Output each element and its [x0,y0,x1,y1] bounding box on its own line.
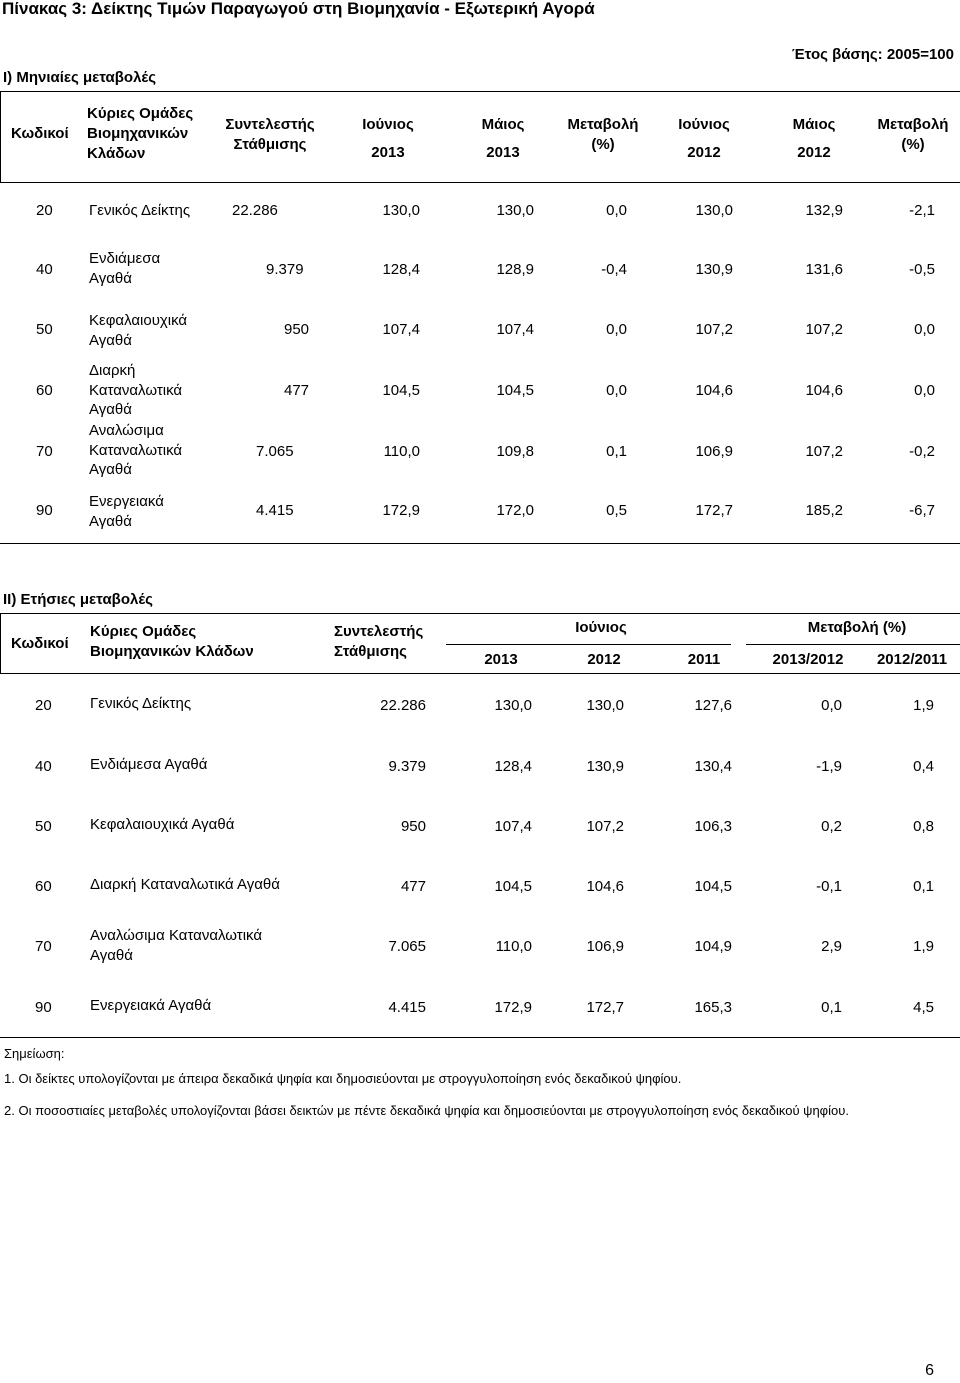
row-label: Κεφαλαιουχικά Αγαθά [90,816,235,833]
value-cell: 0,0 [914,321,935,338]
row-weight: 4.415 [256,502,294,519]
value-cell: 0,0 [606,202,627,219]
section1-title: I) Μηνιαίες μεταβολές [3,69,156,86]
value-cell: 104,9 [694,938,732,955]
row-code: 20 [36,202,53,219]
value-cell: 130,0 [695,202,733,219]
row-code: 40 [35,758,52,775]
row-weight: 4.415 [388,999,426,1016]
s2-hdr-june: Ιούνιος [575,619,627,636]
value-cell: 0,1 [606,443,627,460]
notes-heading: Σημείωση: [4,1046,65,1061]
value-cell: 0,2 [821,818,842,835]
value-cell: 0,0 [606,321,627,338]
s1-hdr-groups: Κύριες Ομάδες Βιομηχανικών Κλάδων [87,105,194,162]
row-code: 60 [35,878,52,895]
row-label: Αναλώσιμα Καταναλωτικά Αγαθά [90,927,263,964]
row-weight: 7.065 [256,443,294,460]
value-cell: 0,8 [913,818,934,835]
row-code: 90 [35,999,52,1016]
row-label: Ενεργειακά Αγαθά [89,493,164,530]
value-cell: 172,9 [494,999,532,1016]
value-cell: 107,4 [496,321,534,338]
section1-bottom-rule [0,543,960,544]
value-cell: 172,0 [496,502,534,519]
value-cell: 104,5 [496,382,534,399]
value-cell: 104,6 [695,382,733,399]
row-label: Ενεργειακά Αγαθά [90,997,212,1014]
row-code: 90 [36,502,53,519]
value-cell: 0,0 [821,697,842,714]
value-cell: 172,7 [695,502,733,519]
june-group-rule [446,644,731,645]
row-code: 20 [35,697,52,714]
section1-top-rule [0,91,960,92]
section2-header-rule [0,673,960,674]
value-cell: 104,5 [694,878,732,895]
value-cell: 2,9 [821,938,842,955]
value-cell: 110,0 [495,938,532,955]
s1-hdr-change1: Μεταβολή (%) [567,116,639,153]
page-title: Πίνακας 3: Δείκτης Τιμών Παραγωγού στη Βιομηχανία - Εξωτερική Αγορά [2,0,595,18]
row-label: Κεφαλαιουχικά Αγαθά [89,312,188,349]
value-cell: 128,9 [496,261,534,278]
value-cell: 0,1 [821,999,842,1016]
section2-title: II) Ετήσιες μεταβολές [3,591,153,608]
value-cell: 0,0 [914,382,935,399]
row-code: 50 [35,818,52,835]
s2-hdr-weights: Συντελεστής Στάθμισης [334,623,424,660]
value-cell: 104,6 [805,382,843,399]
s2-hdr-codes: Κωδικοί [11,635,69,652]
s2-hdr-change: Μεταβολή (%) [807,619,907,636]
value-cell: 104,5 [382,382,420,399]
row-code: 70 [35,938,52,955]
value-cell: 107,2 [805,321,843,338]
note-2: 2. Οι ποσοστιαίες μεταβολές υπολογίζονται βάσει δεικτών με πέντε δεκαδικά ψηφία και δημοσιεύονται με στρογγυλοποίηση ενός δεκαδικού ψηφίου. [4,1103,849,1118]
value-cell: 130,0 [496,202,534,219]
value-cell: 128,4 [494,758,532,775]
row-weight: 22.286 [380,697,426,714]
row-label: Γενικός Δείκτης [90,695,192,712]
value-cell: 185,2 [805,502,843,519]
s1-hdr-june2012: Ιούνιος 2012 [678,116,730,161]
value-cell: 104,5 [494,878,532,895]
s2-hdr-2012-2011: 2012/2011 [876,651,948,668]
value-cell: 109,8 [496,443,534,460]
row-code: 60 [36,382,53,399]
value-cell: 130,0 [586,697,624,714]
value-cell: 132,9 [805,202,843,219]
value-cell: 106,9 [695,443,733,460]
section1-header-rule [0,182,960,183]
row-label: Ενδιάμεσα Αγαθά [89,250,161,287]
value-cell: -2,1 [909,202,935,219]
row-code: 40 [36,261,53,278]
s1-hdr-may2013: Μάιος 2013 [481,116,525,161]
value-cell: 127,6 [694,697,732,714]
value-cell: -0,2 [909,443,935,460]
row-code: 50 [36,321,53,338]
value-cell: -0,1 [816,878,842,895]
s2-hdr-2011: 2011 [687,651,721,668]
row-label: Διαρκή Καταναλωτικά Αγαθά [89,362,183,419]
value-cell: 130,4 [694,758,732,775]
value-cell: 106,3 [694,818,732,835]
row-weight: 477 [284,382,310,399]
value-cell: 0,5 [606,502,627,519]
row-weight: 7.065 [388,938,426,955]
row-weight: 22.286 [232,202,278,219]
value-cell: -0,5 [909,261,935,278]
value-cell: 110,0 [383,443,420,460]
s1-hdr-weights: Συντελεστής Στάθμισης [225,116,315,153]
row-label: Γενικός Δείκτης [89,202,191,219]
value-cell: 0,4 [913,758,934,775]
value-cell: 128,4 [382,261,420,278]
row-code: 70 [36,443,53,460]
s1-hdr-codes: Κωδικοί [11,125,69,142]
value-cell: 106,9 [586,938,624,955]
value-cell: -1,9 [816,758,842,775]
value-cell: 165,3 [694,999,732,1016]
section1-left-rule [0,91,1,183]
section2-bottom-rule [0,1037,960,1038]
row-weight: 950 [284,321,310,338]
s1-hdr-change2: Μεταβολή (%) [877,116,949,153]
value-cell: 130,0 [494,697,532,714]
value-cell: 107,4 [382,321,420,338]
row-label: Διαρκή Καταναλωτικά Αγαθά [90,876,280,893]
value-cell: 107,2 [805,443,843,460]
row-label: Αναλώσιμα Καταναλωτικά Αγαθά [89,422,183,479]
row-weight: 950 [400,818,426,835]
s2-hdr-2013-2012: 2013/2012 [772,651,844,668]
value-cell: 130,9 [695,261,733,278]
value-cell: 104,6 [586,878,624,895]
value-cell: 130,9 [586,758,624,775]
base-year: Έτος βάσης: 2005=100 [791,46,954,63]
s2-hdr-groups: Κύριες Ομάδες Βιομηχανικών Κλάδων [90,623,254,660]
row-label: Ενδιάμεσα Αγαθά [90,756,208,773]
row-weight: 9.379 [266,261,304,278]
s2-hdr-2013: 2013 [484,651,518,668]
value-cell: 131,6 [805,261,843,278]
s1-hdr-may2012: Μάιος 2012 [792,116,836,161]
section2-top-rule [0,613,960,614]
value-cell: 107,2 [586,818,624,835]
value-cell: 4,5 [913,999,934,1016]
value-cell: 172,7 [586,999,624,1016]
value-cell: 1,9 [913,697,934,714]
value-cell: 172,9 [382,502,420,519]
row-weight: 477 [400,878,426,895]
value-cell: -6,7 [909,502,935,519]
row-weight: 9.379 [388,758,426,775]
value-cell: 0,1 [913,878,934,895]
value-cell: 130,0 [382,202,420,219]
section2-left-rule [0,613,1,674]
note-1: 1. Οι δείκτες υπολογίζονται με άπειρα δεκαδικά ψηφία και δημοσιεύονται με στρογγυλοποίηση ενός δεκαδικού ψηφίου. [4,1071,682,1086]
s2-hdr-2012: 2012 [587,651,621,668]
value-cell: 107,4 [494,818,532,835]
s1-hdr-june2013: Ιούνιος 2013 [362,116,414,161]
value-cell: 107,2 [695,321,733,338]
page-number: 6 [925,1362,934,1379]
value-cell: 1,9 [913,938,934,955]
value-cell: -0,4 [601,261,627,278]
change-group-rule [746,644,960,645]
value-cell: 0,0 [606,382,627,399]
